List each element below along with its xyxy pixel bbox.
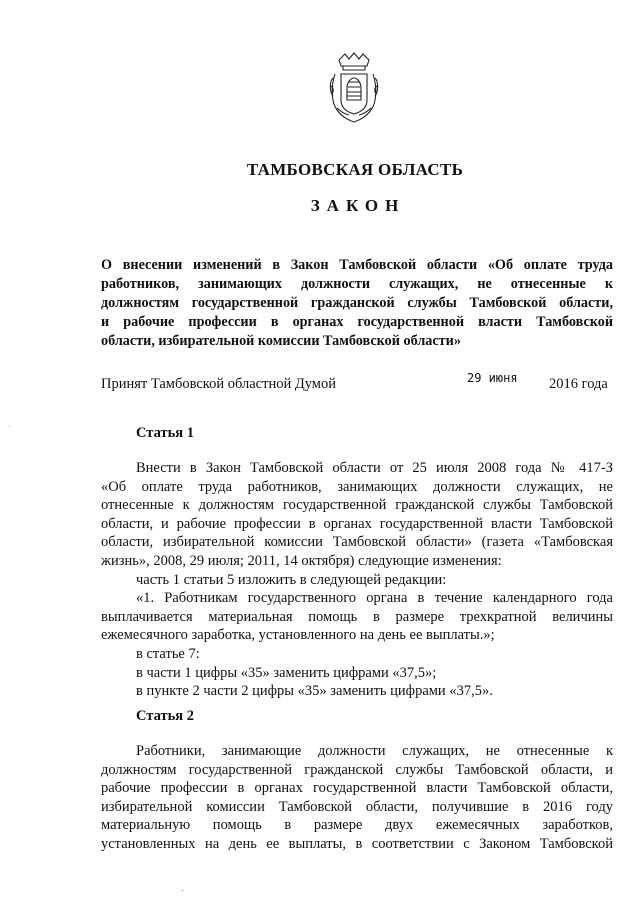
paragraph-line: ежемесячного заработка, установленного на день ее выплаты.»; [101,627,495,644]
paragraph-line: Работники, занимающие должности служащих, не отнесенные к [136,743,613,759]
paragraph-line: «1. Работникам государственного органа в течение календарного года [136,590,613,607]
document-type-heading: ЗАКОН [310,196,406,215]
adoption-year: 2016 года [549,376,608,392]
scan-speck: · [8,422,11,431]
paragraph-line: области, избирательной комиссии Тамбовской области» (газета «Тамбовская [101,534,613,551]
paragraph-line: в части 1 цифры «35» заменить цифрами «37,5»; [136,664,437,681]
paragraph-line: выплачивается материальная помощь в размере трехкратной величины [101,608,613,625]
article-2-text [101,742,613,854]
paragraph-line: рабочие профессии в органах государственной власти Тамбовской области, [101,780,613,797]
title-line: О внесении изменений в Закон Тамбовской области «Об оплате труда [101,257,613,273]
title-line: должностям государственной гражданской службы Тамбовской области, [101,295,613,311]
adopted-by-label: Принят Тамбовской областной Думой [101,376,336,392]
title-line: работников, занимающих должности служащих, не отнесенные к [101,276,613,292]
paragraph-line: «Об оплате труда работников, занимающих должности служащих, не [101,478,613,495]
article-1-heading: Статья 1 [136,425,194,441]
title-line: и рабочие профессии в органах государственной власти Тамбовской [101,314,613,330]
paragraph-line: часть 1 статьи 5 изложить в следующей редакции: [136,571,447,588]
paragraph-line: в статье 7: [136,645,200,662]
adoption-date: 29 июня [467,371,518,385]
paragraph-line: области, и рабочие профессии в органах государственной власти Тамбовской [101,515,613,532]
law-title [101,256,613,351]
scan-speck: - [181,886,184,895]
paragraph-line: должностям государственной гражданской службы Тамбовской области, и [101,761,613,778]
title-line: области, избирательной комиссии Тамбовской области» [101,333,461,349]
paragraph-line: установленных на день ее выплаты, в соответствии с Законом Тамбовской [101,835,613,852]
article-2-heading: Статья 2 [136,708,194,724]
paragraph-line: отнесенные к должностям государственной гражданской службы Тамбовской [101,497,613,514]
paragraph-line: жизнь», 2008, 29 июля; 2011, 14 октября) следующие изменения: [101,552,502,569]
paragraph-line: в пункте 2 части 2 цифры «35» заменить цифрами «37,5». [136,683,493,700]
paragraph-line: материальную помощь в размере двух ежемесячных заработков, [101,817,613,834]
coat-of-arms-emblem [327,52,381,124]
paragraph-line: избирательной комиссии Тамбовской области, получившие в 2016 году [101,798,613,815]
paragraph-line: Внести в Закон Тамбовской области от 25 июля 2008 года № 417-З [136,460,613,476]
article-1-text [101,459,613,701]
region-heading: ТАМБОВСКАЯ ОБЛАСТЬ [246,160,464,179]
